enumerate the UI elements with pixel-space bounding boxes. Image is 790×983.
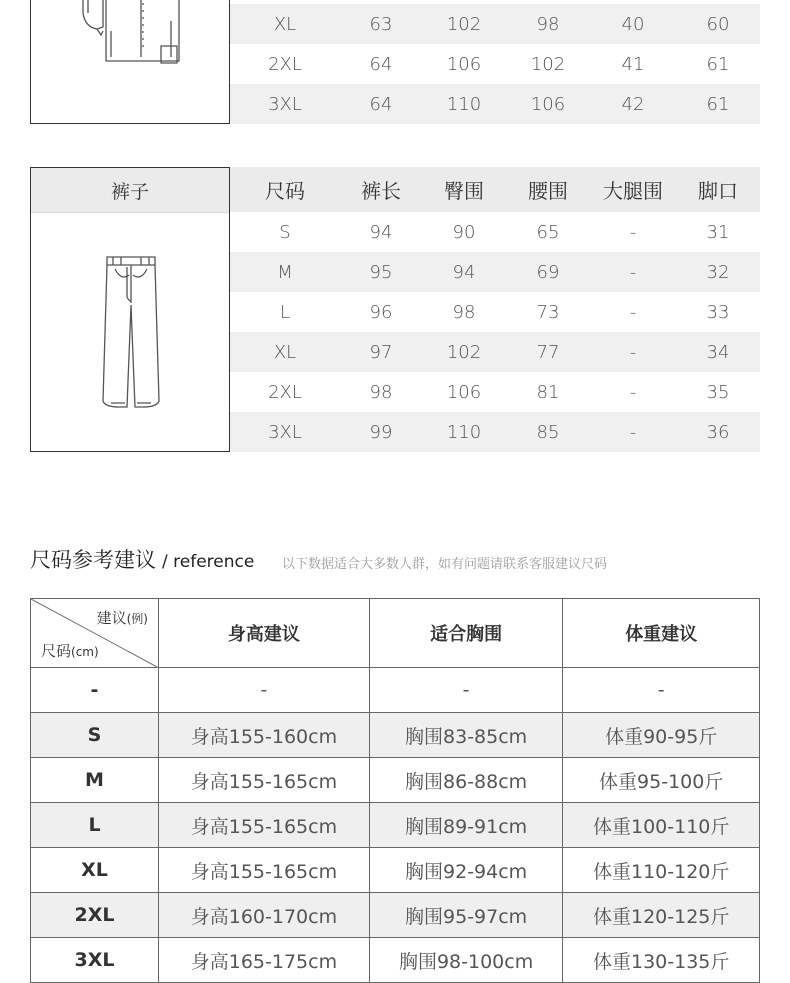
size-cell: XL xyxy=(273,341,297,363)
chest-cell: 胸围92-94cm xyxy=(369,848,563,893)
value-cell: 106 xyxy=(446,381,482,403)
header-waist: 腰围 xyxy=(528,179,568,203)
shirt-illustration xyxy=(31,0,231,125)
value-cell: 110 xyxy=(446,93,482,115)
size-cell: 2XL xyxy=(31,893,159,938)
value-cell: - xyxy=(629,421,637,443)
corner-label-bottom: 尺码(cm) xyxy=(41,642,99,660)
value-cell: 106 xyxy=(530,93,566,115)
value-cell: 41 xyxy=(621,53,645,75)
size-cell: M xyxy=(277,261,293,283)
reference-note: 以下数据适合大多数人群，如有问题请联系客服建议尺码 xyxy=(282,557,608,572)
value-cell: - xyxy=(629,341,637,363)
size-cell: 3XL xyxy=(31,938,159,983)
pants-label: 裤子 xyxy=(31,168,229,213)
weight-cell: 体重120-125斤 xyxy=(563,893,760,938)
header-chest: 适合胸围 xyxy=(369,599,563,668)
table-row xyxy=(230,372,760,412)
value-cell: 102 xyxy=(446,13,482,35)
size-cell: L xyxy=(279,301,291,323)
value-cell: 97 xyxy=(369,341,393,363)
value-cell: - xyxy=(629,221,637,243)
chest-cell: - xyxy=(369,668,563,713)
chest-cell: 胸围95-97cm xyxy=(369,893,563,938)
value-cell: 110 xyxy=(446,421,482,443)
height-cell: 身高160-170cm xyxy=(159,893,370,938)
value-cell: 98 xyxy=(452,301,476,323)
value-cell: 95 xyxy=(369,261,393,283)
header-length: 裤长 xyxy=(361,179,401,203)
size-cell: S xyxy=(279,221,291,243)
value-cell: - xyxy=(629,301,637,323)
weight-cell: - xyxy=(563,668,760,713)
size-cell: 3XL xyxy=(268,93,302,115)
value-cell: 90 xyxy=(452,221,476,243)
value-cell: 64 xyxy=(369,53,393,75)
height-cell: 身高155-160cm xyxy=(159,713,370,758)
value-cell: 96 xyxy=(369,301,393,323)
table-row xyxy=(230,332,760,372)
shirt-image-box xyxy=(30,0,230,124)
height-cell: - xyxy=(159,668,370,713)
value-cell: 98 xyxy=(369,381,393,403)
value-cell: - xyxy=(629,381,637,403)
size-cell: - xyxy=(31,668,159,713)
table-row xyxy=(31,893,760,938)
value-cell: 61 xyxy=(706,93,730,115)
weight-cell: 体重110-120斤 xyxy=(563,848,760,893)
table-row xyxy=(230,84,760,124)
height-cell: 身高155-165cm xyxy=(159,848,370,893)
size-cell: XL xyxy=(273,13,297,35)
table-row xyxy=(230,292,760,332)
value-cell: 61 xyxy=(706,53,730,75)
value-cell: 35 xyxy=(706,381,730,403)
table-header-row xyxy=(31,599,760,668)
value-cell: 40 xyxy=(621,13,645,35)
table-row xyxy=(31,668,760,713)
table-row xyxy=(31,938,760,983)
value-cell: 102 xyxy=(446,341,482,363)
weight-cell: 体重95-100斤 xyxy=(563,758,760,803)
height-cell: 身高165-175cm xyxy=(159,938,370,983)
chest-cell: 胸围89-91cm xyxy=(369,803,563,848)
height-cell: 身高155-165cm xyxy=(159,758,370,803)
reference-heading xyxy=(30,544,254,574)
header-thigh: 大腿围 xyxy=(603,179,663,203)
table-header-row xyxy=(230,167,760,212)
value-cell: 42 xyxy=(621,93,645,115)
value-cell: 106 xyxy=(446,53,482,75)
chest-cell: 胸围83-85cm xyxy=(369,713,563,758)
header-hem: 脚口 xyxy=(698,179,738,203)
value-cell: 60 xyxy=(706,13,730,35)
value-cell: 34 xyxy=(706,341,730,363)
table-row xyxy=(230,252,760,292)
shirt-size-grid xyxy=(230,4,760,124)
size-cell: S xyxy=(31,713,159,758)
header-size: 尺码 xyxy=(265,179,305,203)
size-cell: L xyxy=(31,803,159,848)
table-row xyxy=(230,4,760,44)
table-row xyxy=(31,803,760,848)
value-cell: - xyxy=(629,261,637,283)
size-recommendation-table xyxy=(30,598,760,983)
value-cell: 31 xyxy=(706,221,730,243)
value-cell: 36 xyxy=(706,421,730,443)
height-cell: 身高155-165cm xyxy=(159,803,370,848)
header-weight: 体重建议 xyxy=(563,599,760,668)
value-cell: 102 xyxy=(530,53,566,75)
size-cell: 3XL xyxy=(268,421,302,443)
corner-label-top: 建议(例) xyxy=(96,609,148,627)
value-cell: 32 xyxy=(706,261,730,283)
value-cell: 85 xyxy=(536,421,560,443)
size-cell: XL xyxy=(31,848,159,893)
reference-title-en: / reference xyxy=(162,552,255,572)
chest-cell: 胸围98-100cm xyxy=(369,938,563,983)
value-cell: 65 xyxy=(536,221,560,243)
header-hip: 臀围 xyxy=(444,179,484,203)
weight-cell: 体重130-135斤 xyxy=(563,938,760,983)
value-cell: 64 xyxy=(369,93,393,115)
pants-image-box xyxy=(30,167,230,452)
value-cell: 73 xyxy=(536,301,560,323)
table-row xyxy=(31,848,760,893)
pants-size-grid xyxy=(230,167,760,452)
table-row xyxy=(230,212,760,252)
value-cell: 94 xyxy=(369,221,393,243)
table-row xyxy=(31,713,760,758)
table-row xyxy=(230,412,760,452)
chest-cell: 胸围86-88cm xyxy=(369,758,563,803)
weight-cell: 体重90-95斤 xyxy=(563,713,760,758)
value-cell: 33 xyxy=(706,301,730,323)
pants-illustration xyxy=(31,213,231,451)
weight-cell: 体重100-110斤 xyxy=(563,803,760,848)
value-cell: 99 xyxy=(369,421,393,443)
value-cell: 69 xyxy=(536,261,560,283)
size-cell: 2XL xyxy=(268,381,302,403)
table-row xyxy=(230,44,760,84)
value-cell: 98 xyxy=(536,13,560,35)
value-cell: 94 xyxy=(452,261,476,283)
header-height: 身高建议 xyxy=(159,599,370,668)
size-cell: 2XL xyxy=(268,53,302,75)
table-row xyxy=(31,758,760,803)
value-cell: 63 xyxy=(369,13,393,35)
value-cell: 81 xyxy=(536,381,560,403)
reference-title: 尺码参考建议 xyxy=(30,548,156,572)
value-cell: 77 xyxy=(536,341,560,363)
corner-header-cell xyxy=(31,599,159,668)
size-cell: M xyxy=(31,758,159,803)
